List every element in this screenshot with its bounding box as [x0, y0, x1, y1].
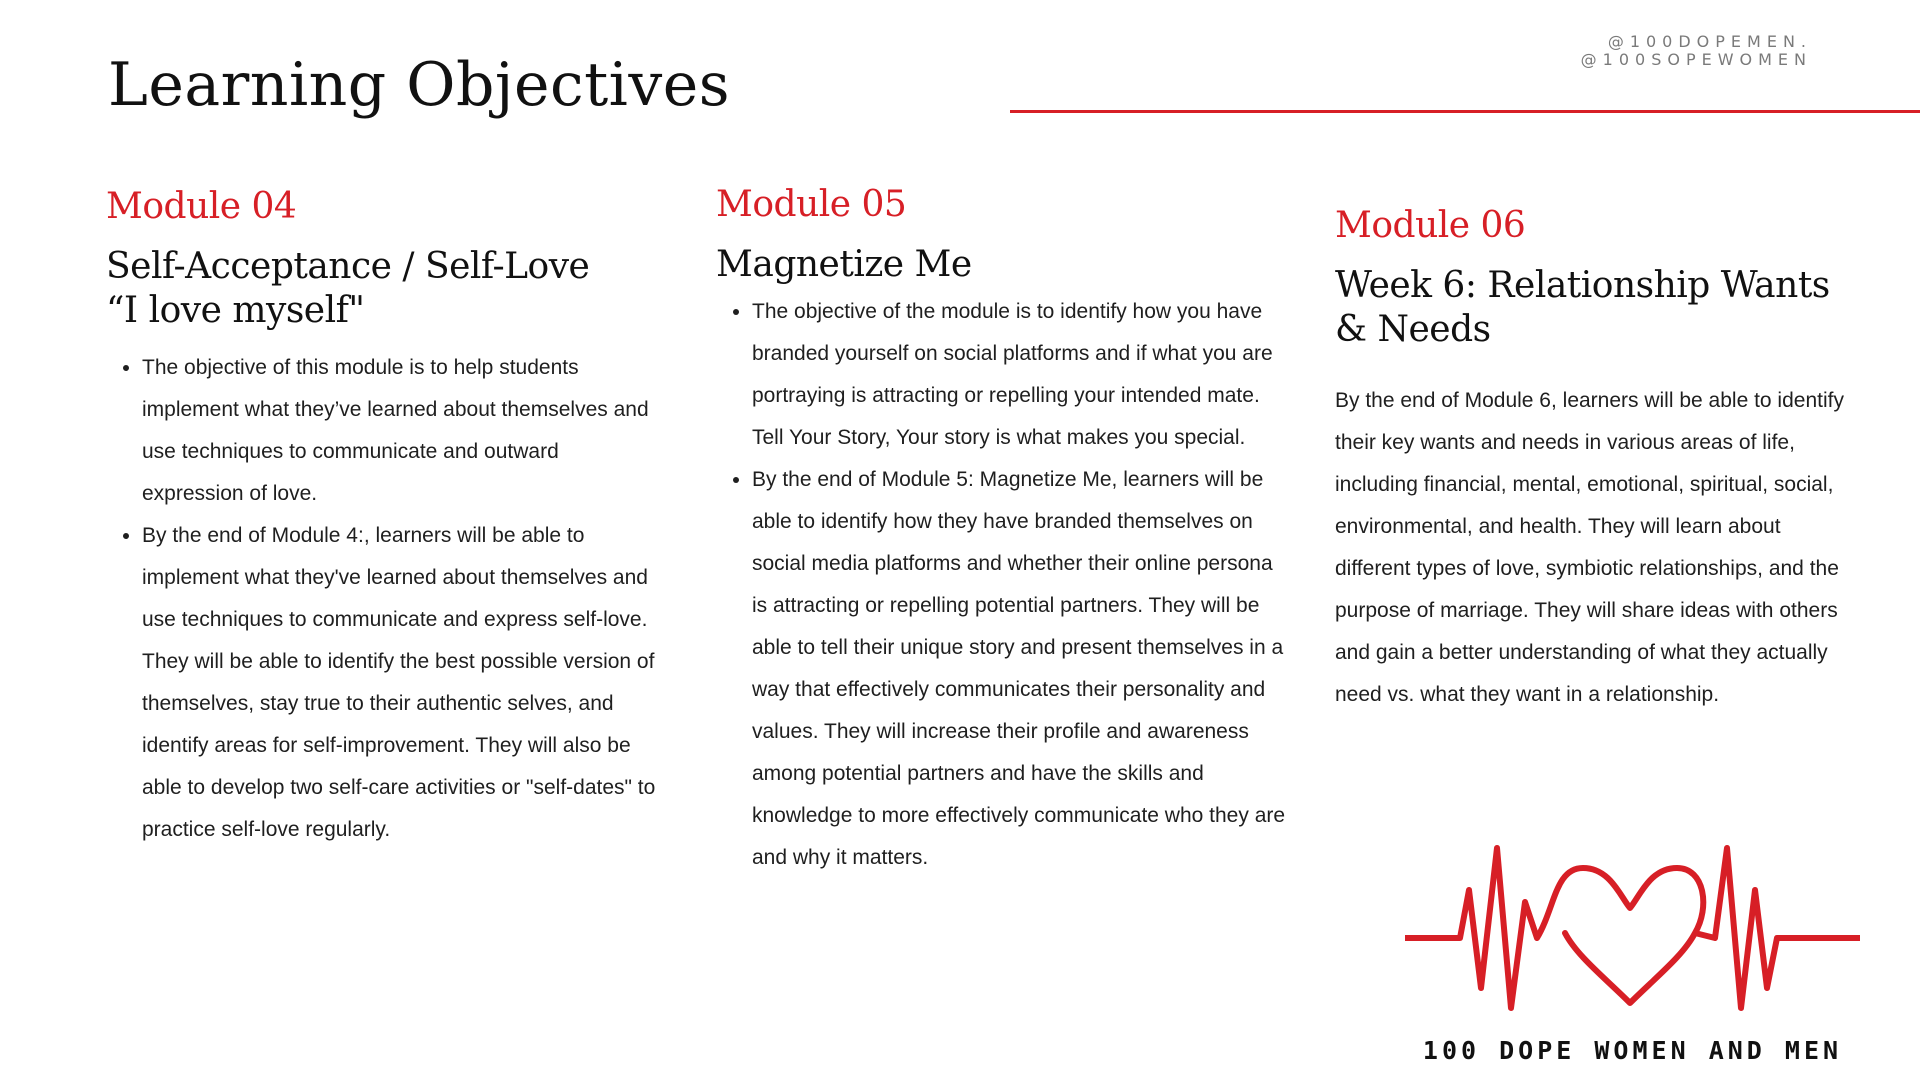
module-heading-line: “I love myself" — [106, 290, 365, 331]
objective-item: • The objective of the module is to identify how you have branded yourself on social platforms and if what you are portraying is attracting or repelling your intended mate. Tell Your Story, Your story is what makes you special. — [752, 291, 1286, 459]
objective-item: • The objective of this module is to help students implement what they’ve learned about themselves and use techniques to communicate and outward expression of love. — [142, 347, 666, 515]
module-05-column — [716, 184, 1286, 879]
heartbeat-heart-icon — [1405, 838, 1860, 1028]
module-heading — [716, 243, 1286, 287]
objective-item: • By the end of Module 4:, learners will be able to implement what they've learned about themselves and use techniques to communicate and express self-love. They will be able to identify the best possible version of themselves, stay true to their authentic selves, and identify areas for self-improvement. They will also be able to develop two self-care activities or "self-dates" to practice self-love regularly. — [142, 515, 666, 851]
handle-men: @100DOPEMEN. — [1607, 32, 1812, 51]
module-04-column — [106, 186, 666, 851]
objective-item: • By the end of Module 5: Magnetize Me, learners will be able to identify how they have branded themselves on social media platforms and whether their online persona is attracting or repelling potential partners. They will be able to tell their unique story and present themselves in a way that effectively communicates their personality and values. They will increase their profile and awareness among potential partners and have the skills and knowledge to more effectively communicate who they are and why it matters. — [752, 459, 1286, 879]
objective-list — [716, 291, 1286, 879]
page-title: Learning Objectives — [108, 50, 731, 120]
handle-women: @100SOPEWOMEN — [1580, 50, 1812, 69]
objective-paragraph: By the end of Module 6, learners will be able to identify their key wants and needs in various areas of life, including financial, mental, emotional, spiritual, social, environmental, and health. They will learn about different types of love, symbiotic relationships, and the purpose of marriage. They will share ideas with others and gain a better understanding of what they actually need vs. what they want in a relationship. — [1335, 389, 1844, 706]
module-label: Module 04 — [106, 186, 297, 227]
module-heading — [106, 245, 666, 333]
header-divider — [1010, 110, 1920, 113]
module-06-column — [1335, 205, 1855, 716]
module-heading — [1335, 264, 1855, 352]
social-handles — [1581, 33, 1812, 69]
module-label: Module 05 — [716, 184, 907, 225]
module-heading-line: Magnetize Me — [716, 244, 972, 285]
module-heading-line: Week 6: Relationship Wants & Needs — [1335, 265, 1830, 350]
module-label: Module 06 — [1335, 205, 1526, 246]
module-heading-line: Self-Acceptance / Self-Love — [106, 246, 590, 287]
brand-logo — [1405, 838, 1860, 1065]
objective-list — [106, 347, 666, 851]
brand-name: 100 DOPE WOMEN AND MEN — [1422, 1036, 1843, 1065]
